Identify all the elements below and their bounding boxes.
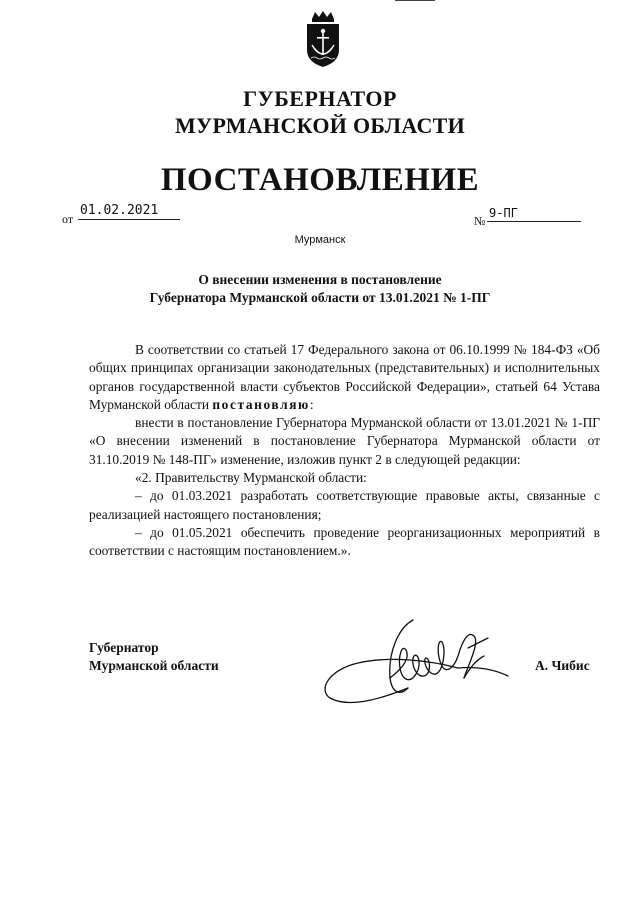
subject-line1: О внесении изменения в постановление: [198, 272, 442, 287]
city-name: Мурманск: [294, 234, 346, 246]
body-paragraph-1-text: В соответствии со статьей 17 Федерального закона от 06.10.1999 № 184-ФЗ «Об общих принципах организации законодательных (представительных) и исполнительных органов государственной власти субъектов Российской Федерации», статьей 64 Устава Мурманской области: [89, 342, 600, 412]
document-number: 9-ПГ: [487, 206, 581, 222]
document-type-heading: ПОСТАНОВЛЕНИЕ: [160, 162, 480, 198]
resolve-keyword: постановляю: [212, 396, 310, 412]
body-paragraph-4: – до 01.03.2021 разработать соответствующие правовые акты, связанные с реализацией настоящего постановления;: [89, 488, 600, 522]
signatory-position-line1: Губернатор: [89, 640, 159, 655]
issuer-title-line1: ГУБЕРНАТОР: [243, 86, 397, 111]
signer-name: А. Чибис: [535, 658, 590, 673]
body-paragraph-5: – до 01.05.2021 обеспечить проведение реорганизационных мероприятий в соответствии с настоящим постановлением.».: [89, 524, 600, 559]
body-paragraph-3: «2. Правительству Мурманской области:: [135, 470, 367, 486]
resolve-keyword-colon: :: [309, 396, 314, 412]
top-edge-line: [395, 0, 435, 1]
coat-of-arms-icon: [304, 10, 342, 68]
date-prefix: от: [62, 212, 74, 226]
signatory-position-line2: Мурманской области: [89, 658, 219, 673]
number-prefix: №: [474, 214, 486, 228]
body-paragraph-2: внести в постановление Губернатора Мурманской области от 13.01.2021 № 1-ПГ «О внесении изменений в постановление Губернатора Мурманской области от 31.10.2019 № 148-ПГ» изменение, изложив пункт 2 в следующей редакции:: [89, 415, 600, 467]
document-date: 01.02.2021: [78, 203, 180, 220]
body-paragraph-1: [89, 341, 600, 414]
issuer-title-line2: МУРМАНСКОЙ ОБЛАСТИ: [174, 113, 466, 138]
handwritten-signature-icon: [318, 608, 538, 713]
document-body: [89, 341, 600, 561]
subject-line2: Губернатора Мурманской области от 13.01.2021 № 1-ПГ: [149, 290, 491, 305]
